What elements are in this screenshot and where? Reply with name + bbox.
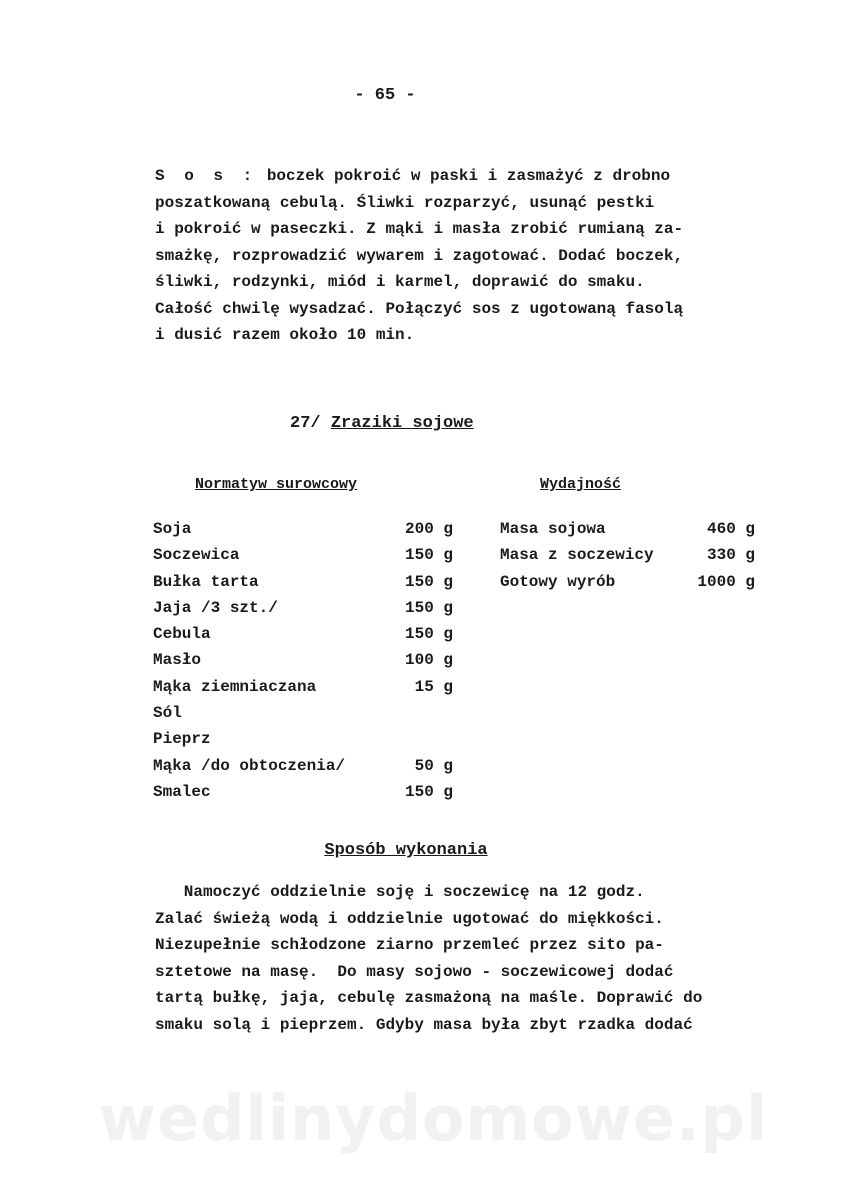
ingredient-row: [153, 621, 453, 647]
yield-heading: Wydajność: [540, 476, 622, 493]
ingredient-name: Cebula: [153, 625, 211, 644]
ingredient-qty: 50 g: [414, 756, 453, 775]
ingredients-table: [153, 516, 453, 805]
ingredient-name: Sól: [153, 704, 182, 723]
ingredient-qty: 150 g: [404, 782, 453, 801]
page-number: - 65 -: [354, 86, 416, 105]
yield-name: Gotowy wyrób: [500, 572, 616, 591]
sauce-line: boczek pokroić w paski i zasmażyć z drobno: [257, 167, 671, 185]
watermark: wedlinydomowe.pl: [98, 1082, 769, 1155]
ingredient-row: [153, 779, 453, 805]
recipe-name: Zraziki sojowe: [330, 414, 474, 433]
method-line: Zalać świeżą wodą i oddzielnie ugotować do miękkości.: [155, 909, 664, 928]
ingredient-row: [153, 647, 453, 673]
sauce-line: i dusić razem około 10 min.: [155, 326, 415, 344]
method-line: sztetowe na masę. Do masy sojowo - soczewicowej dodać: [155, 962, 674, 981]
yield-name: Masa sojowa: [500, 520, 606, 538]
method-line: smaku solą i pieprzem. Gdyby masa była zbyt rzadka dodać: [155, 1015, 693, 1034]
ingredient-qty: 150 g: [404, 598, 453, 617]
yield-row: [500, 516, 755, 542]
sauce-line: poszatkowaną cebulą. Śliwki rozparzyć, usunąć pestki: [155, 193, 655, 212]
ingredient-name: Bułka tarta: [153, 572, 259, 591]
ingredient-row: [153, 542, 453, 568]
yield-row: [500, 542, 755, 568]
recipe-title: [290, 414, 474, 433]
ingredient-qty: 200 g: [404, 520, 453, 538]
ingredient-name: Masło: [153, 651, 202, 670]
yield-name: Masa z soczewicy: [500, 546, 654, 565]
ingredient-row: [153, 753, 453, 779]
ingredient-name: Jaja /3 szt./: [153, 598, 278, 617]
ingredient-row: [153, 516, 453, 542]
method-paragraph: [155, 879, 765, 1038]
ingredient-name: Soczewica: [153, 546, 240, 565]
sauce-paragraph: [155, 163, 745, 349]
ingredients-heading: Normatyw surowcowy: [195, 476, 358, 493]
ingredient-name: Soja: [153, 520, 192, 538]
ingredient-qty: 150 g: [404, 625, 453, 644]
sauce-first-line: [155, 163, 745, 190]
ingredient-row: [153, 726, 453, 752]
ingredient-row: [153, 595, 453, 621]
sauce-line: smażkę, rozprowadzić wywarem i zagotować. Dodać boczek,: [155, 246, 684, 265]
ingredient-qty: 100 g: [404, 651, 453, 670]
yield-qty: 460 g: [706, 520, 755, 538]
method-line: tartą bułkę, jaja, cebulę zasmażoną na maśle. Doprawić do: [155, 989, 703, 1007]
sauce-line: i pokroić w paseczki. Z mąki i masła zrobić rumianą za-: [155, 220, 684, 238]
ingredient-row: [153, 700, 453, 726]
method-heading: Sposób wykonania: [324, 841, 488, 860]
yield-row: [500, 569, 755, 595]
ingredient-name: Mąka /do obtoczenia/: [153, 756, 346, 775]
ingredient-name: Mąka ziemniaczana: [153, 677, 317, 696]
ingredient-name: Pieprz: [153, 730, 211, 749]
ingredient-qty: 150 g: [404, 572, 453, 591]
yield-table: [500, 516, 755, 595]
method-line: Niezupełnie schłodzone ziarno przemleć przez sito pa-: [155, 936, 664, 954]
method-line: Namoczyć oddzielnie soję i soczewicę na 12 godz.: [155, 883, 645, 901]
sauce-line: śliwki, rodzynki, miód i karmel, doprawić do smaku.: [155, 273, 645, 291]
sauce-label: S o s :: [155, 167, 258, 185]
ingredient-name: Smalec: [153, 782, 211, 801]
yield-qty: 330 g: [706, 546, 755, 565]
ingredient-row: [153, 569, 453, 595]
ingredient-row: [153, 674, 453, 700]
yield-qty: 1000 g: [697, 572, 755, 591]
ingredient-qty: 15 g: [414, 677, 453, 696]
sauce-line: Całość chwilę wysadzać. Połączyć sos z ugotowaną fasolą: [155, 299, 684, 318]
recipe-number: 27/: [290, 414, 321, 433]
ingredient-qty: 150 g: [404, 546, 453, 565]
